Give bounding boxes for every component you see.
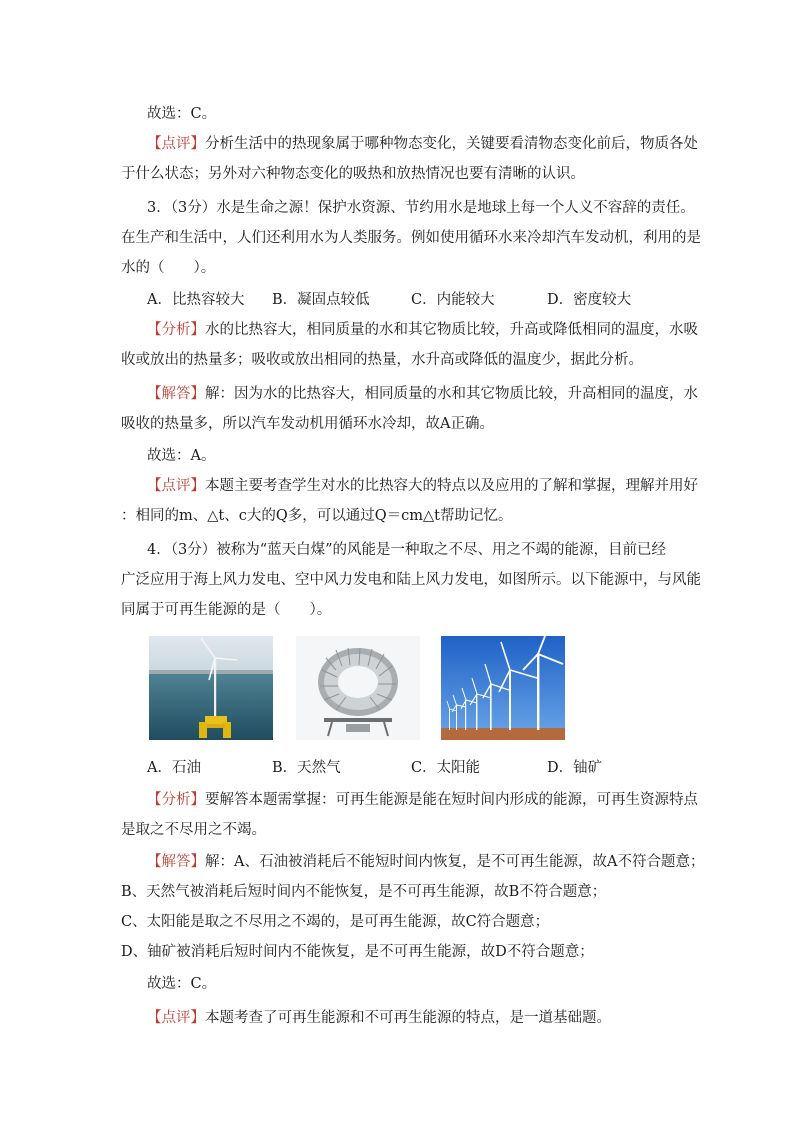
solution-text: 解：A、石油被消耗后不能短时间内恢复，是不可再生能源，故A不符合题意； bbox=[205, 854, 705, 870]
q4-solution-line-3: C、太阳能是取之不尽用之不竭的，是可再生能源，故C符合题意； bbox=[121, 914, 550, 930]
q4-analysis-line-2: 是取之不尽用之不竭。 bbox=[121, 822, 266, 838]
q4-stem-line-2: 广泛应用于海上风力发电、空中风力发电和陆上风力发电，如图所示。以下能源中，与风能 bbox=[121, 572, 701, 588]
q4-solution-line-4: D、铀矿被消耗后短时间内不能恢复，是不可再生能源，故D不符合题意； bbox=[121, 944, 594, 960]
q3-analysis-line-1 bbox=[147, 320, 698, 340]
q3-stem-line-1: 3．（3分）水是生命之源！保护水资源、节约用水是地球上每一个人义不容辞的责任。 bbox=[147, 200, 695, 216]
q3-analysis-line-2: 收或放出的热量多；吸收或放出相同的热量，水升高或降低的温度少，据此分析。 bbox=[121, 352, 643, 368]
q3-stem-line-3: 水的（ ）。 bbox=[121, 260, 216, 276]
q3-option-a: A．比热容较大 bbox=[147, 292, 245, 308]
q4-answer: 故选：C。 bbox=[147, 976, 217, 992]
solution-text: 解：因为水的比热容大，相同质量的水和其它物质比较，升高相同的温度，水 bbox=[205, 386, 698, 402]
q4-solution-line-2: B、天然气被消耗后短时间内不能恢复，是不可再生能源，故B不符合题意； bbox=[121, 884, 607, 900]
offshore-wind-turbine-photo bbox=[149, 636, 273, 740]
q3-option-c: C．内能较大 bbox=[411, 292, 495, 308]
q4-option-c: C．太阳能 bbox=[411, 760, 481, 776]
q3-answer: 故选：A。 bbox=[147, 448, 216, 464]
analysis-text: 水的比热容大，相同质量的水和其它物质比较，升高或降低相同的温度，水吸 bbox=[205, 322, 698, 338]
comment-text: 本题主要考查学生对水的比热容大的特点以及应用的了解和掌握，理解并用好 bbox=[205, 478, 698, 494]
comment-text: 分析生活中的热现象属于哪种物态变化，关键要看清物态变化前后，物质各处 bbox=[205, 136, 698, 152]
onshore-wind-farm-photo bbox=[441, 636, 565, 740]
q3-comment-line-2: ：相同的m、△t、c大的Q多，可以通过Q＝cm△t帮助记忆。 bbox=[121, 508, 513, 524]
solution-tag: 【解答】 bbox=[147, 386, 205, 402]
q2-answer: 故选：C。 bbox=[147, 106, 217, 122]
q4-option-a: A．石油 bbox=[147, 760, 201, 776]
comment-text: 本题考查了可再生能源和不可再生能源的特点，是一道基础题。 bbox=[205, 1010, 611, 1026]
comment-tag: 【点评】 bbox=[147, 136, 205, 152]
analysis-text: 要解答本题需掌握：可再生能源是能在短时间内形成的能源，可再生资源特点 bbox=[205, 792, 698, 808]
q3-option-d: D．密度较大 bbox=[547, 292, 632, 308]
airborne-wind-turbine-photo bbox=[296, 636, 420, 740]
solution-tag: 【解答】 bbox=[147, 854, 205, 870]
q3-stem-line-2: 在生产和生活中，人们还利用水为人类服务。例如使用循环水来冷却汽车发动机，利用的是 bbox=[121, 230, 701, 246]
q2-comment-line-1 bbox=[147, 134, 698, 154]
q4-analysis-line-1 bbox=[147, 790, 698, 810]
q3-comment-line-1 bbox=[147, 476, 698, 496]
q3-solution-line-1 bbox=[147, 384, 698, 404]
comment-tag: 【点评】 bbox=[147, 478, 205, 494]
analysis-tag: 【分析】 bbox=[147, 792, 205, 808]
q4-solution-line-1 bbox=[147, 852, 705, 872]
q4-option-b: B．天然气 bbox=[272, 760, 341, 776]
q4-stem-line-3: 同属于可再生能源的是（ ）。 bbox=[121, 602, 332, 618]
q2-comment-line-2: 于什么状态；另外对六种物态变化的吸热和放热情况也要有清晰的认识。 bbox=[121, 166, 585, 182]
q4-stem-line-1: 4．（3分）被称为“蓝天白煤”的风能是一种取之不尽、用之不竭的能源，目前已经 bbox=[147, 542, 667, 558]
q3-solution-line-2: 吸收的热量多，所以汽车发动机用循环水冷却，故A正确。 bbox=[121, 416, 494, 432]
q3-option-b: B．凝固点较低 bbox=[272, 292, 370, 308]
q4-option-d: D．铀矿 bbox=[547, 760, 603, 776]
comment-tag: 【点评】 bbox=[147, 1010, 205, 1026]
q4-comment-line-1 bbox=[147, 1008, 681, 1028]
analysis-tag: 【分析】 bbox=[147, 322, 205, 338]
